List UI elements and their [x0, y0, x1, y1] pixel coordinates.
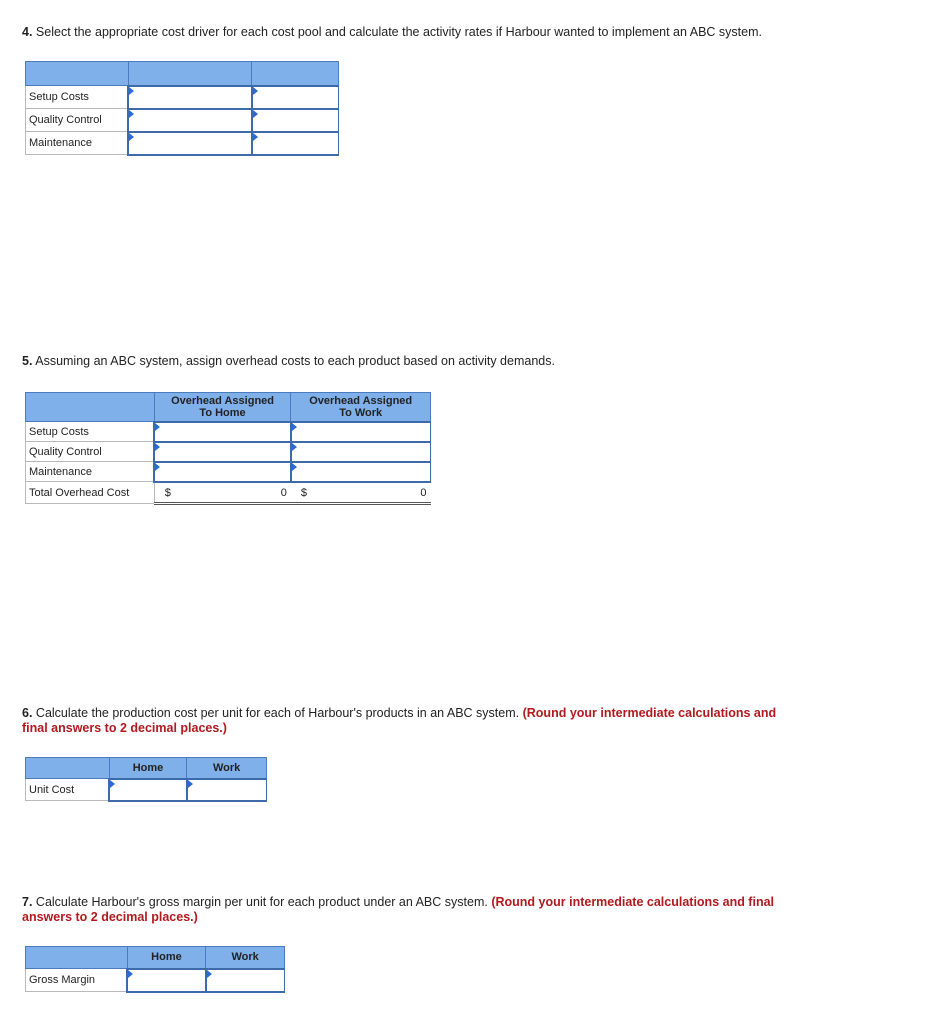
- q5-header-home-line2: To Home: [199, 406, 246, 419]
- q6-row-label: Unit Cost: [26, 779, 110, 801]
- q5-total-label: Total Overhead Cost: [26, 482, 155, 504]
- q5-total-work-currency: $: [300, 486, 307, 499]
- q5-maintenance-work-input[interactable]: [291, 462, 431, 482]
- q5-quality-home-input[interactable]: [154, 442, 291, 462]
- q7-row-label: Gross Margin: [26, 969, 128, 992]
- q4-maintenance-activity-rate-input[interactable]: [252, 132, 339, 155]
- q5-header-work: [291, 393, 431, 422]
- question-5-text: [22, 354, 555, 369]
- q5-header-home: [154, 393, 291, 422]
- q4-header-blank-2: [128, 62, 251, 86]
- question-6-rounding-note-1: (Round your intermediate calculations and: [522, 706, 777, 720]
- dropdown-arrow-icon[interactable]: [292, 443, 297, 451]
- q6-row: [26, 779, 267, 801]
- question-6-prompt: Calculate the production cost per unit for each of Harbour's products in an ABC system.: [35, 706, 520, 720]
- q5-row-label: Maintenance: [26, 462, 155, 482]
- q5-setup-home-input[interactable]: [154, 422, 291, 442]
- q5-header-home-line1: Overhead Assigned: [171, 394, 274, 407]
- q6-header-home: Home: [109, 758, 187, 779]
- question-7-rounding-note-1: (Round your intermediate calculations and final: [491, 895, 775, 909]
- q5-header-work-line1: Overhead Assigned: [309, 394, 413, 407]
- q7-gross-margin-work-input[interactable]: [206, 969, 285, 992]
- q4-row: [26, 132, 339, 155]
- q4-maintenance-cost-driver-input[interactable]: [128, 132, 251, 155]
- q5-total-home: [154, 482, 291, 504]
- q4-header-blank-3: [252, 62, 339, 86]
- question-6-text: [22, 706, 776, 736]
- q5-total-work-value: 0: [420, 486, 427, 499]
- q6-header-blank: [26, 758, 110, 779]
- dropdown-arrow-icon[interactable]: [129, 87, 134, 95]
- q4-quality-activity-rate-input[interactable]: [252, 109, 339, 132]
- question-4-text: [22, 25, 762, 40]
- q5-row: [26, 422, 431, 442]
- q4-row-label: Quality Control: [26, 109, 129, 132]
- dropdown-arrow-icon[interactable]: [129, 133, 134, 141]
- dropdown-arrow-icon[interactable]: [207, 970, 212, 978]
- question-7-prompt: Calculate Harbour's gross margin per unit for each product under an ABC system.: [35, 895, 488, 909]
- dropdown-arrow-icon[interactable]: [110, 780, 115, 788]
- q5-total-row: [26, 482, 431, 504]
- dropdown-arrow-icon[interactable]: [188, 780, 193, 788]
- q4-setup-activity-rate-input[interactable]: [252, 86, 339, 109]
- q4-table: [25, 61, 339, 156]
- question-6-rounding-note-2: final answers to 2 decimal places.): [22, 721, 227, 735]
- dropdown-arrow-icon[interactable]: [292, 463, 297, 471]
- q6-table: [25, 757, 267, 802]
- dropdown-arrow-icon[interactable]: [155, 423, 160, 431]
- question-7-text: [22, 895, 774, 925]
- q7-row: [26, 969, 285, 992]
- q4-row-label: Setup Costs: [26, 86, 129, 109]
- question-5-number: 5.: [22, 354, 33, 368]
- q5-table: [25, 392, 431, 505]
- q5-quality-work-input[interactable]: [291, 442, 431, 462]
- question-4-number: 4.: [22, 25, 33, 39]
- q6-unit-cost-home-input[interactable]: [109, 779, 187, 801]
- q5-total-work: [291, 482, 431, 504]
- q5-row-label: Quality Control: [26, 442, 155, 462]
- q5-header-work-line2: To Work: [339, 406, 383, 419]
- q5-row: [26, 442, 431, 462]
- question-5-prompt: Assuming an ABC system, assign overhead costs to each product based on activity demands.: [35, 354, 555, 368]
- q7-table: [25, 946, 285, 993]
- q6-header-work: Work: [187, 758, 267, 779]
- dropdown-arrow-icon[interactable]: [128, 970, 133, 978]
- q7-header-home: Home: [127, 947, 206, 969]
- question-7-number: 7.: [22, 895, 33, 909]
- dropdown-arrow-icon[interactable]: [253, 133, 258, 141]
- q4-quality-cost-driver-input[interactable]: [128, 109, 251, 132]
- dropdown-arrow-icon[interactable]: [253, 87, 258, 95]
- question-4-prompt: Select the appropriate cost driver for each cost pool and calculate the activity rates if Harbour wanted to implement an ABC system.: [35, 25, 762, 39]
- q6-unit-cost-work-input[interactable]: [187, 779, 267, 801]
- q4-setup-cost-driver-input[interactable]: [128, 86, 251, 109]
- q5-row-label: Setup Costs: [26, 422, 155, 442]
- q7-header-work: Work: [206, 947, 285, 969]
- q7-header-blank: [26, 947, 128, 969]
- dropdown-arrow-icon[interactable]: [292, 423, 297, 431]
- dropdown-arrow-icon[interactable]: [129, 110, 134, 118]
- q4-row: [26, 86, 339, 109]
- question-6-number: 6.: [22, 706, 33, 720]
- q4-row-label: Maintenance: [26, 132, 129, 155]
- q7-gross-margin-home-input[interactable]: [127, 969, 206, 992]
- q5-maintenance-home-input[interactable]: [154, 462, 291, 482]
- q5-row: [26, 462, 431, 482]
- q5-header-blank: [26, 393, 155, 422]
- question-7-rounding-note-2: answers to 2 decimal places.): [22, 910, 198, 924]
- dropdown-arrow-icon[interactable]: [155, 463, 160, 471]
- dropdown-arrow-icon[interactable]: [155, 443, 160, 451]
- q4-row: [26, 109, 339, 132]
- q5-setup-work-input[interactable]: [291, 422, 431, 442]
- q4-header-blank-1: [26, 62, 129, 86]
- dropdown-arrow-icon[interactable]: [253, 110, 258, 118]
- q5-total-home-value: 0: [280, 486, 287, 499]
- q5-total-home-currency: $: [164, 486, 171, 499]
